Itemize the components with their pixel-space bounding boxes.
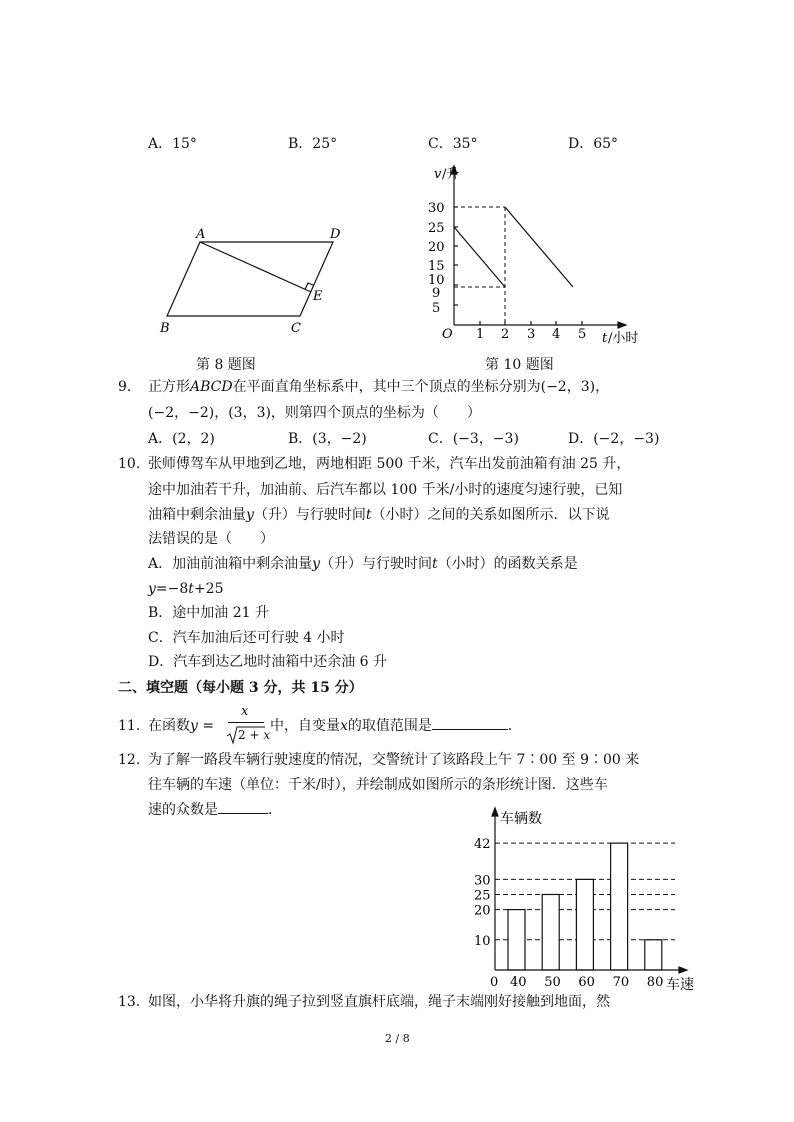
chart-category-label: 40 (510, 975, 527, 990)
chart-ytick-label: 10 (474, 933, 491, 949)
line-after-refuel (505, 207, 573, 287)
ytick-25: 25 (428, 221, 445, 236)
q10-line4: 法错误的是（ ） (148, 531, 274, 547)
q10-line1: 张师傅驾车从甲地到乙地，两地相距 500 千米，汽车出发前油箱有油 25 升， (148, 456, 631, 472)
q9-option-a: A．(2，2) (148, 431, 215, 447)
figure-10-caption: 第 10 题图 (485, 357, 554, 373)
chart-bar (508, 910, 525, 970)
chart-category-label: 80 (646, 975, 664, 990)
label-a: A (196, 227, 206, 242)
xtick-3: 3 (527, 327, 536, 342)
chart-y-axis-arrow (492, 808, 498, 816)
label-d: D (330, 227, 341, 242)
q10-option-b: B．途中加油 21 升 (148, 605, 270, 621)
chart-ytick-label: 20 (474, 903, 491, 919)
line-before-refuel (454, 227, 505, 287)
q12-line2: 往车辆的车速（单位：千米/时），并绘制成如图所示的条形统计图．这些车 (148, 777, 608, 793)
q10-option-a-formula: y=−8t+25 (148, 581, 224, 597)
q11-text-pre: 在函数y = (148, 718, 215, 734)
chart-bar (542, 894, 559, 970)
chart-ytick-label: 25 (474, 888, 491, 904)
q7-option-a: A．15° (148, 136, 197, 152)
parallelogram-abcd (167, 242, 333, 316)
q9-option-d: D．(−2，−3) (568, 431, 660, 447)
y-axis-var: v (434, 167, 442, 182)
chart-ytick-label: 30 (474, 873, 491, 889)
q13-number: 13. (118, 994, 141, 1010)
q9-number: 9. (118, 379, 132, 395)
q12-number: 12. (118, 752, 141, 768)
chart-xlabel: 车速 (666, 977, 694, 993)
chart-ylabel: 车辆数 (500, 811, 542, 827)
figure-10-fuel-graph (420, 160, 650, 345)
q9-line1: 正方形ABCD在平面直角坐标系中，其中三个顶点的坐标分别为(−2，3)， (148, 379, 610, 395)
q7-option-d: D．65° (568, 136, 619, 152)
origin-label: O (442, 327, 453, 342)
chart-origin: 0 (490, 975, 499, 990)
q11-answer-blank[interactable] (432, 715, 508, 730)
ytick-30: 30 (428, 201, 445, 216)
chart-category-label: 70 (612, 975, 630, 990)
chart-category-label: 60 (578, 975, 595, 990)
xtick-1: 1 (476, 327, 485, 342)
ytick-10: 10 (428, 273, 445, 288)
q9-option-b: B．(3，−2) (288, 431, 367, 447)
q12-line1: 为了解一路段车辆行驶速度的情况，交警统计了该路段上午 7∶00 至 9∶00 来 (148, 752, 640, 768)
chart-bar (576, 879, 593, 970)
xtick-2: 2 (501, 327, 510, 342)
xtick-4: 4 (552, 327, 561, 342)
chart-category-label: 50 (544, 975, 561, 990)
q10-line2: 途中加油若干升，加油前、后汽车都以 100 千米/小时的速度匀速行驶，已知 (148, 482, 623, 498)
segment-ae (200, 242, 311, 292)
ytick-15: 15 (428, 259, 445, 274)
q11-text-post: 中，自变量x的取值范围是 ． (270, 714, 522, 738)
q11-number: 11. (118, 718, 141, 734)
q10-option-a: A．加油前油箱中剩余油量y（升）与行驶时间t（小时）的函数关系是 (148, 556, 578, 572)
page-number: 2 / 8 (385, 1032, 410, 1045)
label-c: C (291, 321, 301, 336)
q11-denominator: 2 + x (238, 728, 271, 742)
q10-line3: 油箱中剩余油量y（升）与行驶时间t（小时）之间的关系如图所示．以下说 (148, 507, 610, 523)
q7-option-c: C．35° (428, 136, 478, 152)
q12-bar-chart (470, 805, 710, 995)
x-axis-var: t (602, 331, 608, 345)
q13-line1: 如图，小华将升旗的绳子拉到竖直旗杆底端，绳子末端刚好接触到地面，然 (148, 994, 610, 1010)
q7-option-b: B．25° (288, 136, 338, 152)
q12-answer-blank[interactable] (218, 799, 268, 814)
label-b: B (160, 321, 170, 336)
ytick-5: 5 (432, 301, 441, 316)
ytick-20: 20 (428, 240, 445, 255)
figure-8-parallelogram (155, 220, 355, 340)
x-axis-unit: /小时 (608, 331, 639, 345)
chart-x-axis-arrow (679, 967, 687, 973)
figure-8-caption: 第 8 题图 (196, 357, 256, 373)
label-e: E (313, 289, 323, 304)
q11-fraction (226, 704, 271, 746)
xtick-5: 5 (578, 327, 587, 342)
y-axis-unit: /升 (442, 167, 460, 182)
x-axis-arrow (618, 322, 626, 328)
q9-option-c: C．(−3，−3) (428, 431, 519, 447)
q10-number: 10. (118, 456, 141, 472)
chart-bar (611, 843, 628, 970)
q11-fraction-bar (228, 722, 264, 723)
ytick-9: 9 (432, 286, 441, 301)
q10-option-c: C．汽车加油后还可行驶 4 小时 (148, 630, 345, 646)
section-2-heading: 二、填空题（每小题 3 分，共 15 分） (118, 680, 363, 696)
chart-ytick-label: 42 (474, 837, 491, 853)
q10-option-d: D．汽车到达乙地时油箱中还余油 6 升 (148, 654, 388, 670)
q11-numerator: x (241, 704, 249, 719)
q9-line2: (−2，−2)，(3，3)，则第四个顶点的坐标为（ ） (148, 405, 481, 421)
chart-bar (645, 940, 662, 970)
q12-line3: 速的众数是 ． (148, 798, 282, 822)
